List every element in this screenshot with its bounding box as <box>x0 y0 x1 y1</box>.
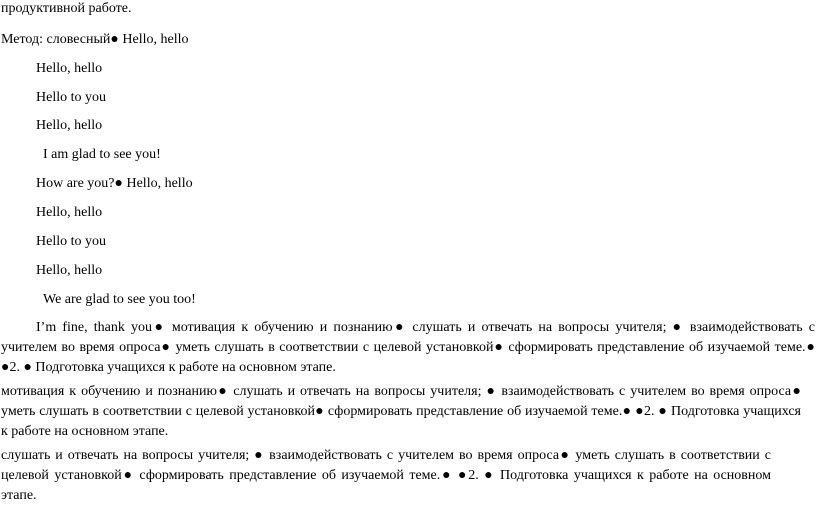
text-line: I am glad to see you! <box>43 147 161 162</box>
text-line: How are you?● Hello, hello <box>36 176 193 191</box>
paragraph: I’m fine, thank you● мотивация к обучению и познанию● слушать и отвечать на вопросы учителя; ● взаимодействовать с учителем во время опроса● уметь слушать в соответствии с целевой установкой● сформировать представление об изучаемой теме.● ●2. ● Подготовка учащихся к работе на основном этапе. <box>1 320 815 375</box>
text-line: We are glad to see you too! <box>43 292 196 307</box>
text-line: Hello to you <box>36 90 106 105</box>
text-line: Hello, hello <box>36 205 103 220</box>
text-line: Hello to you <box>36 234 106 249</box>
paragraph: слушать и отвечать на вопросы учителя; ● взаимодействовать с учителем во время опроса● уметь слушать в соответствии с целевой установкой● сформировать представление об изучаемой теме.● ●2. ● Подготовка учащихся к работе на основном этапе. <box>1 448 771 503</box>
text-line: Hello, hello <box>36 61 103 76</box>
method-line: Метод: словесный● Hello, hello <box>1 32 189 47</box>
text-line: Hello, hello <box>36 263 103 278</box>
paragraph: мотивация к обучению и познанию● слушать и отвечать на вопросы учителя; ● взаимодействовать с учителем во время опроса● уметь слушать в соответствии с целевой установкой● сформировать представление об изучаемой теме.● ●2. ● Подготовка учащихся к работе на основном этапе. <box>1 384 801 439</box>
text-line: Hello, hello <box>36 118 103 133</box>
text-line: продуктивной работе. <box>1 1 132 16</box>
